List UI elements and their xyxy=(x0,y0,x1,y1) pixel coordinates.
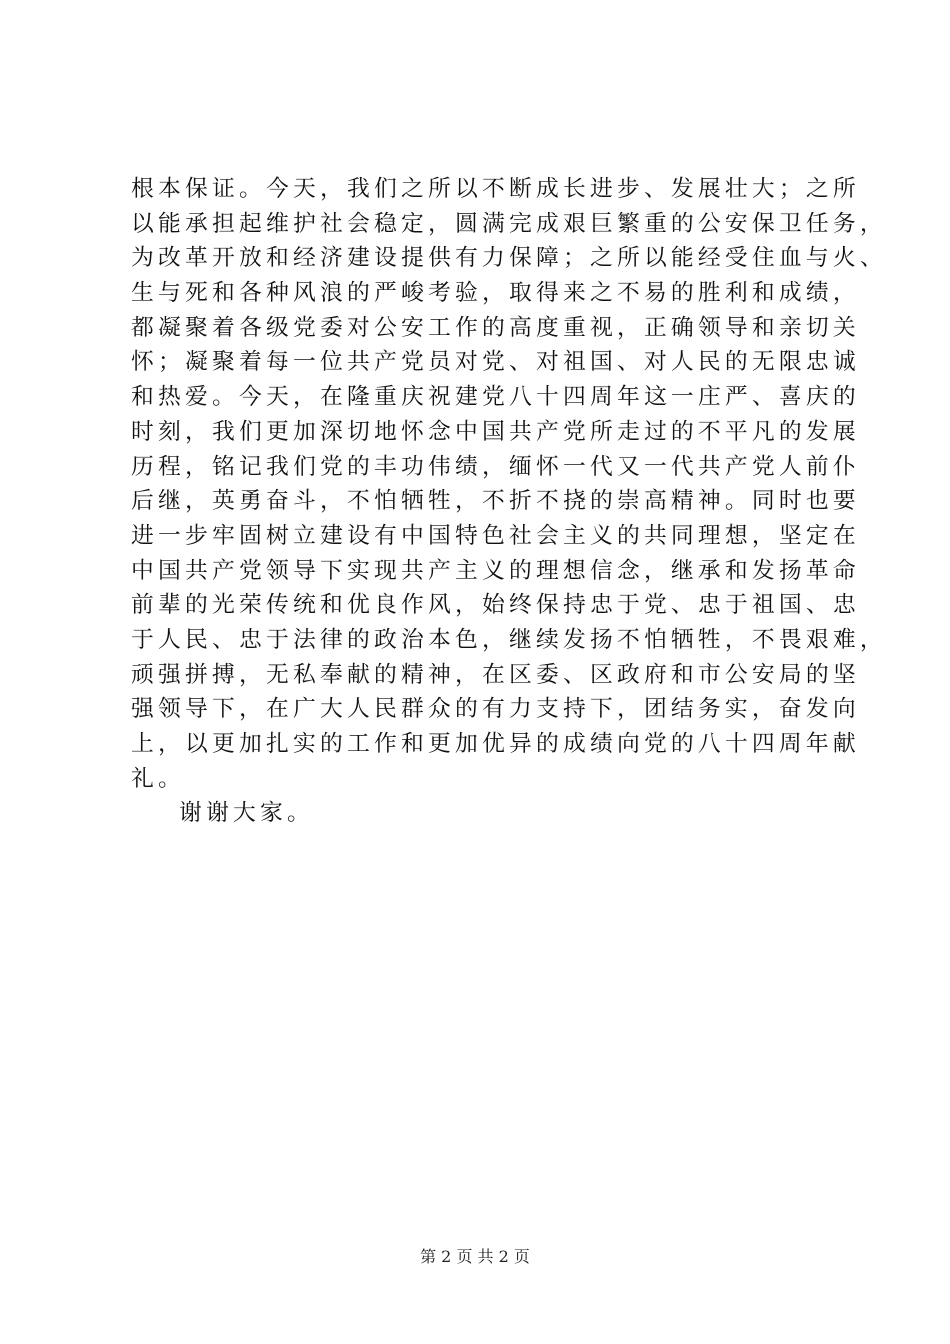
text-line: 时刻，我们更加深切地怀念中国共产党所走过的不平凡的发展 xyxy=(131,418,860,445)
text-line: 顽强拼搏，无私奉献的精神，在区委、区政府和市公安局的坚 xyxy=(131,661,860,688)
text-line: 礼。 xyxy=(131,765,185,792)
page-footer xyxy=(0,1244,950,1267)
text-line: 为改革开放和经济建设提供有力保障；之所以能经受住血与火、 xyxy=(131,245,887,272)
text-line: 前辈的光荣传统和优良作风，始终保持忠于党、忠于祖国、忠 xyxy=(131,592,860,619)
text-line: 中国共产党领导下实现共产主义的理想信念，继承和发扬革命 xyxy=(131,557,860,584)
text-line: 后继，英勇奋斗，不怕牺牲，不折不挠的崇高精神。同时也要 xyxy=(131,488,860,515)
closing-remark: 谢谢大家。 xyxy=(179,800,314,827)
text-line: 进一步牢固树立建设有中国特色社会主义的共同理想，坚定在 xyxy=(131,522,860,549)
page-number-label: 第 2 页 共 2 页 xyxy=(420,1247,530,1266)
text-line: 上，以更加扎实的工作和更加优异的成绩向党的八十四周年献 xyxy=(131,731,860,757)
text-line: 历程，铭记我们党的丰功伟绩，缅怀一代又一代共产党人前仆 xyxy=(131,453,860,480)
text-line: 强领导下，在广大人民群众的有力支持下，团结务实，奋发向 xyxy=(131,696,860,723)
text-line: 怀；凝聚着每一位共产党员对党、对祖国、对人民的无限忠诚 xyxy=(131,349,860,376)
text-line: 以能承担起维护社会稳定，圆满完成艰巨繁重的公安保卫任务， xyxy=(131,210,887,237)
body-paragraph xyxy=(131,172,887,831)
text-line: 和热爱。今天，在隆重庆祝建党八十四周年这一庄严、喜庆的 xyxy=(131,384,860,411)
text-line: 生与死和各种风浪的严峻考验，取得来之不易的胜利和成绩， xyxy=(131,280,860,307)
text-line: 于人民、忠于法律的政治本色，继续发扬不怕牺牲，不畏艰难， xyxy=(131,626,887,653)
text-line: 根本保证。今天，我们之所以不断成长进步、发展壮大；之所 xyxy=(131,176,860,202)
text-line: 都凝聚着各级党委对公安工作的高度重视，正确领导和亲切关 xyxy=(131,314,860,341)
